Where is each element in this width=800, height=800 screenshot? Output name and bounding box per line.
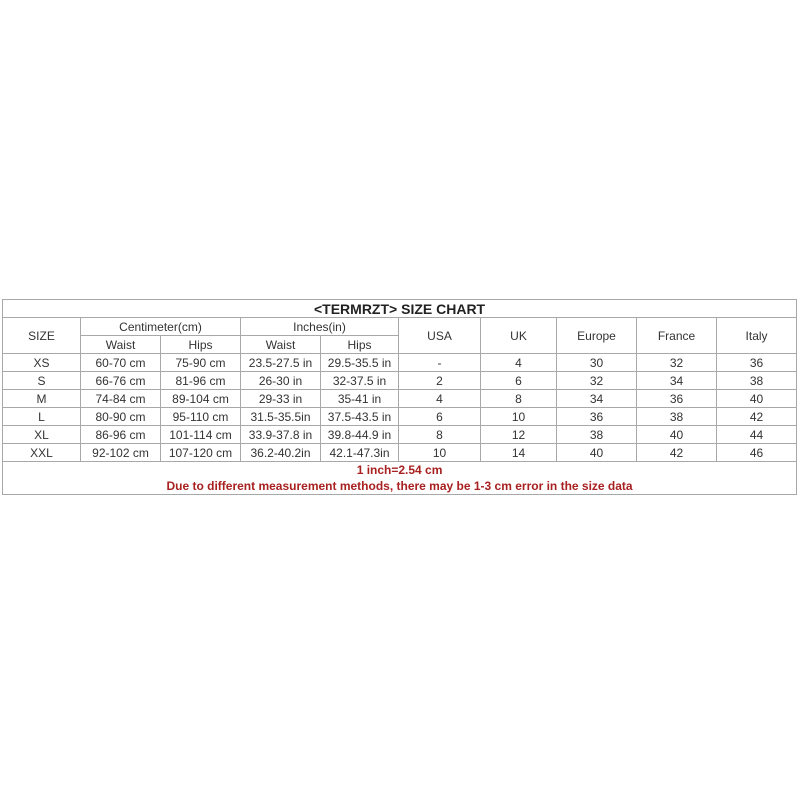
cell-uk: 14 (481, 444, 557, 462)
cell-cm-waist: 80-90 cm (81, 408, 161, 426)
header-inches: Inches(in) (241, 318, 399, 336)
cell-uk: 4 (481, 354, 557, 372)
header-in-waist: Waist (241, 336, 321, 354)
cell-usa: 6 (399, 408, 481, 426)
cell-cm-hips: 81-96 cm (161, 372, 241, 390)
cell-france: 42 (637, 444, 717, 462)
cell-cm-hips: 89-104 cm (161, 390, 241, 408)
cell-italy: 38 (717, 372, 797, 390)
header-cm-waist: Waist (81, 336, 161, 354)
cell-europe: 40 (557, 444, 637, 462)
header-europe: Europe (557, 318, 637, 354)
size-chart (2, 299, 796, 495)
cell-europe: 30 (557, 354, 637, 372)
cell-in-hips: 35-41 in (321, 390, 399, 408)
cell-size: L (3, 408, 81, 426)
conversion-note: 1 inch=2.54 cm (356, 463, 443, 477)
cell-cm-waist: 74-84 cm (81, 390, 161, 408)
table-row (3, 372, 797, 390)
cell-europe: 38 (557, 426, 637, 444)
notes-cell (3, 462, 797, 495)
header-centimeter: Centimeter(cm) (81, 318, 241, 336)
cell-cm-hips: 107-120 cm (161, 444, 241, 462)
cell-europe: 32 (557, 372, 637, 390)
cell-uk: 12 (481, 426, 557, 444)
cell-cm-hips: 101-114 cm (161, 426, 241, 444)
cell-in-hips: 42.1-47.3in (321, 444, 399, 462)
cell-usa: - (399, 354, 481, 372)
notes-row (3, 462, 797, 495)
cell-usa: 4 (399, 390, 481, 408)
cell-italy: 40 (717, 390, 797, 408)
header-uk: UK (481, 318, 557, 354)
table-row (3, 426, 797, 444)
cell-italy: 46 (717, 444, 797, 462)
header-usa: USA (399, 318, 481, 354)
cell-in-waist: 36.2-40.2in (241, 444, 321, 462)
cell-usa: 10 (399, 444, 481, 462)
cell-in-waist: 29-33 in (241, 390, 321, 408)
cell-in-waist: 33.9-37.8 in (241, 426, 321, 444)
cell-in-waist: 26-30 in (241, 372, 321, 390)
cell-france: 34 (637, 372, 717, 390)
cell-cm-waist: 92-102 cm (81, 444, 161, 462)
cell-europe: 36 (557, 408, 637, 426)
measurement-disclaimer: Due to different measurement methods, there may be 1-3 cm error in the size data (166, 479, 633, 493)
cell-size: S (3, 372, 81, 390)
cell-usa: 2 (399, 372, 481, 390)
header-row-top (3, 318, 797, 336)
cell-in-hips: 37.5-43.5 in (321, 408, 399, 426)
table-row (3, 444, 797, 462)
cell-cm-waist: 86-96 cm (81, 426, 161, 444)
cell-cm-waist: 66-76 cm (81, 372, 161, 390)
cell-size: M (3, 390, 81, 408)
table-row (3, 390, 797, 408)
cell-in-hips: 32-37.5 in (321, 372, 399, 390)
cell-france: 36 (637, 390, 717, 408)
cell-europe: 34 (557, 390, 637, 408)
cell-in-waist: 31.5-35.5in (241, 408, 321, 426)
cell-italy: 42 (717, 408, 797, 426)
cell-cm-hips: 95-110 cm (161, 408, 241, 426)
header-size: SIZE (3, 318, 81, 354)
cell-france: 40 (637, 426, 717, 444)
cell-uk: 8 (481, 390, 557, 408)
cell-size: XXL (3, 444, 81, 462)
title-row (3, 300, 797, 318)
header-cm-hips: Hips (161, 336, 241, 354)
table-row (3, 354, 797, 372)
table-row (3, 408, 797, 426)
cell-uk: 6 (481, 372, 557, 390)
cell-uk: 10 (481, 408, 557, 426)
cell-in-hips: 29.5-35.5 in (321, 354, 399, 372)
cell-cm-waist: 60-70 cm (81, 354, 161, 372)
cell-italy: 36 (717, 354, 797, 372)
cell-in-hips: 39.8-44.9 in (321, 426, 399, 444)
cell-cm-hips: 75-90 cm (161, 354, 241, 372)
cell-france: 38 (637, 408, 717, 426)
cell-usa: 8 (399, 426, 481, 444)
cell-italy: 44 (717, 426, 797, 444)
header-france: France (637, 318, 717, 354)
size-chart-table (2, 299, 797, 495)
header-in-hips: Hips (321, 336, 399, 354)
cell-in-waist: 23.5-27.5 in (241, 354, 321, 372)
cell-france: 32 (637, 354, 717, 372)
chart-title: <TERMRZT> SIZE CHART (3, 300, 797, 318)
header-italy: Italy (717, 318, 797, 354)
cell-size: XS (3, 354, 81, 372)
cell-size: XL (3, 426, 81, 444)
